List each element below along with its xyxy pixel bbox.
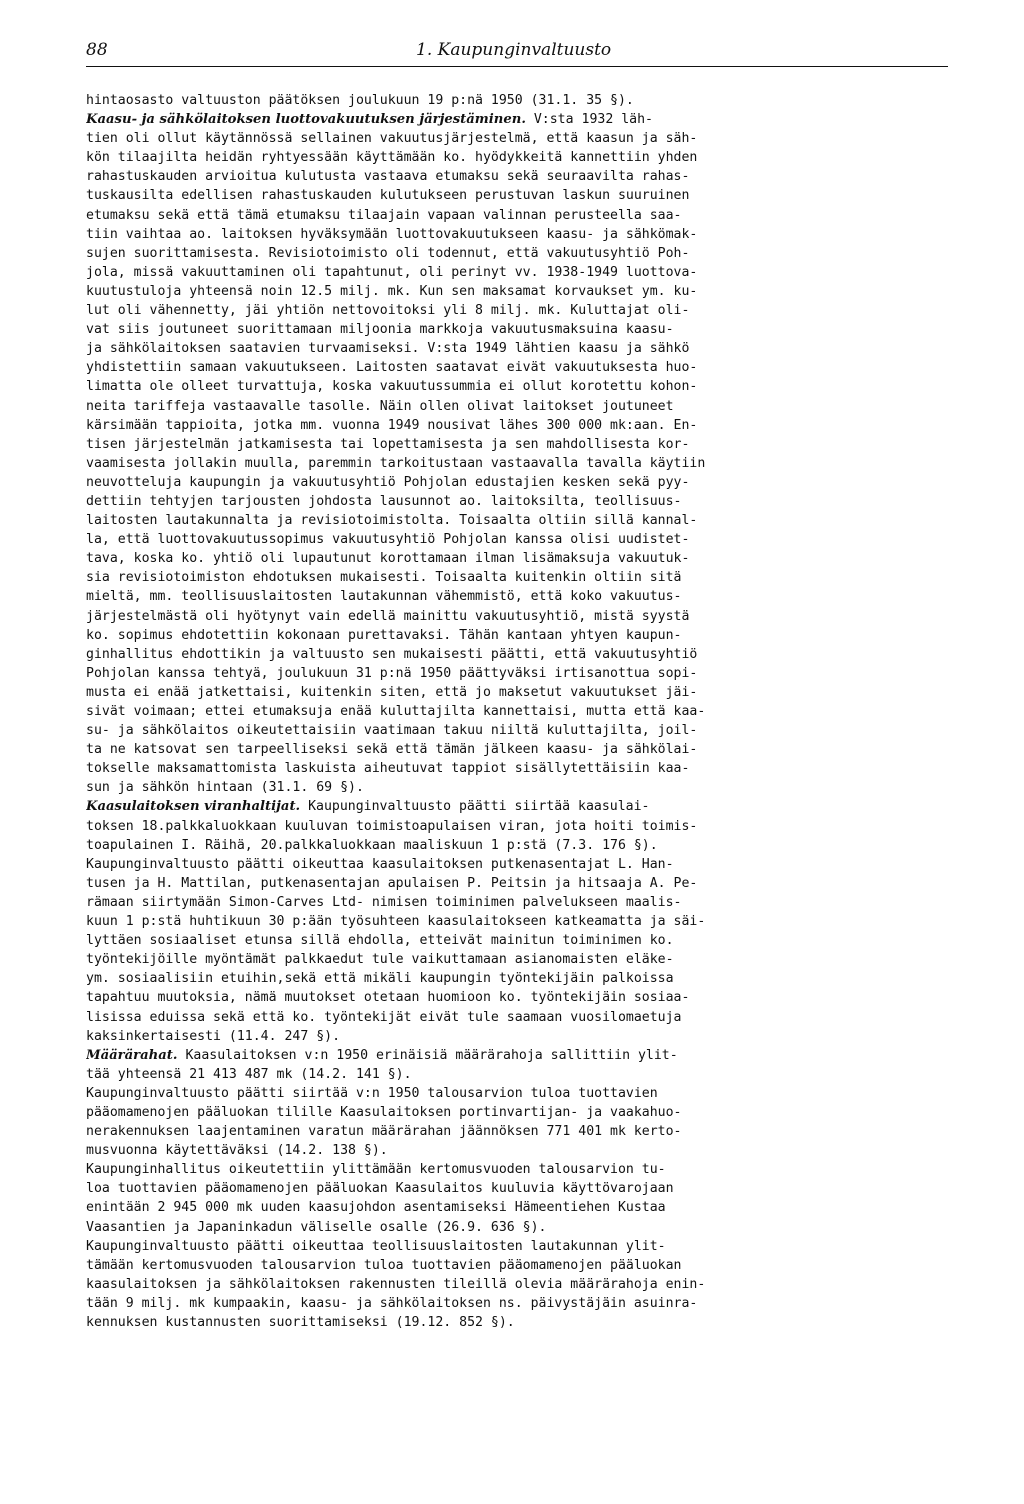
text-line (86, 492, 948, 511)
line-text: kärsimään tappioita, jotka mm. vuonna 1949 nousivat lähes 300 000 mk:aan. En- (86, 417, 698, 433)
line-text: sia revisiotoimiston ehdotuksen mukaisesti. Toisaalta kuitenkin oltiin sitä (86, 570, 682, 586)
line-text: tava, koska ko. yhtiö oli lupautunut korottamaan ilman lisämaksuja vakuutuk- (86, 551, 690, 567)
line-text: la, että luottovakuutussopimus vakuutusyhtiö Pohjolan kanssa olisi uudistet- (86, 532, 690, 548)
text-line (86, 358, 948, 377)
text-line (86, 1103, 948, 1122)
section-heading: Kaasu- ja sähkölaitoksen luottovakuutuksen järjestäminen. (86, 112, 526, 128)
line-text: sujen suorittamisesta. Revisiotoimisto oli todennut, että vakuutusyhtiö Poh- (86, 245, 690, 261)
text-line (86, 702, 948, 721)
line-text: vaamisesta jollakin muulla, paremmin tarkoitustaan vastaavalla tavalla käytiin (86, 455, 706, 471)
line-text: Kaupunginvaltuusto päätti siirtää kaasulai- (300, 799, 650, 815)
text-line (86, 931, 948, 950)
text-line (86, 759, 948, 778)
text-line (86, 511, 948, 530)
line-text: ko. sopimus ehdotettiin kokonaan purettavaksi. Tähän kantaan yhtyen kaupun- (86, 627, 682, 643)
text-line (86, 282, 948, 301)
line-text: Kaupunginhallitus oikeutettiin ylittämään kertomusvuoden talousarvion tu- (86, 1162, 666, 1178)
line-text: Kaupunginvaltuusto päätti siirtää v:n 1950 talousarvion tuloa tuottavien (86, 1085, 658, 1101)
text-line (86, 817, 948, 836)
line-text: mieltä, mm. teollisuuslaitosten lautakunnan vähemmistö, että koko vakuutus- (86, 589, 682, 605)
text-line (86, 988, 948, 1007)
line-text: tuskausilta edellisen rahastuskauden kulutukseen perustuvan laskun suuruinen (86, 188, 690, 204)
line-text: kön tilaajilta heidän ryhtyessään käyttämään ko. hyödykkeitä kannettiin yhden (86, 150, 698, 166)
line-text: ym. sosiaalisiin etuihin,sekä että mikäli kaupungin työntekijäin palkoissa (86, 971, 674, 987)
text-line (86, 626, 948, 645)
line-text: lut oli vähennetty, jäi yhtiön nettovoitoksi yli 8 milj. mk. Kuluttajat oli- (86, 303, 690, 319)
line-text: vat siis joutuneet suorittamaan miljoonia markkoja vakuutusmaksuina kaasu- (86, 322, 674, 338)
line-text: jola, missä vakuuttaminen oli tapahtunut, oli perinyt vv. 1938-1949 luottova- (86, 264, 698, 280)
line-text: tää yhteensä 21 413 487 mk (14.2. 141 §). (86, 1066, 412, 1082)
running-title: 1. Kaupunginvaltuusto (416, 40, 612, 60)
line-text: Kaupunginvaltuusto päätti oikeuttaa kaasulaitoksen putkenasentajat L. Han- (86, 856, 674, 872)
line-text: kennuksen kustannusten suorittamiseksi (19.12. 852 §). (86, 1315, 515, 1330)
section-heading: Määrärahat. (86, 1047, 178, 1063)
text-line (86, 587, 948, 606)
line-text: tokselle maksamattomista laskuista aiheutuvat tappiot sisällytettäisiin kaa- (86, 761, 690, 777)
line-text: su- ja sähkölaitos oikeutettaisiin vaatimaan takuu niiltä kuluttajilta, joil- (86, 723, 698, 739)
line-text: sivät voimaan; ettei etumaksuja enää kuluttajilta kannettaisi, mutta että kaa- (86, 704, 706, 719)
text-line (86, 778, 948, 797)
text-line (86, 301, 948, 320)
line-text: ta ne katsovat sen tarpeelliseksi sekä että tämän jälkeen kaasu- ja sähkölai- (86, 742, 698, 758)
line-text: V:sta 1932 läh- (525, 112, 653, 128)
line-text: järjestelmästä oli hyötynyt vain edellä mainittu vakuutusyhtiö, mistä syystä (86, 608, 690, 624)
text-line (86, 129, 948, 148)
text-line (86, 836, 948, 855)
text-line (86, 263, 948, 282)
text-line (86, 1141, 948, 1160)
text-line (86, 1027, 948, 1046)
page-header (86, 38, 948, 67)
text-line (86, 1179, 948, 1198)
line-text: kaksinkertaisesti (11.4. 247 §). (86, 1028, 341, 1044)
text-line (86, 320, 948, 339)
line-text: rämaan siirtymään Simon-Carves Ltd- nimisen toiminimen palvelukseen maalis- (86, 894, 682, 910)
page-number: 88 (86, 40, 108, 60)
text-line (86, 797, 948, 816)
line-text: laitosten lautakunnalta ja revisiotoimistolta. Toisaalta oltiin sillä kannal- (86, 513, 698, 529)
text-line (86, 874, 948, 893)
line-text: toapulainen I. Räihä, 20.palkkaluokkaan maaliskuun 1 p:stä (7.3. 176 §). (86, 837, 658, 853)
text-line (86, 912, 948, 931)
text-line (86, 950, 948, 969)
text-line (86, 473, 948, 492)
line-text: hintaosasto valtuuston päätöksen joulukuun 19 p:nä 1950 (31.1. 35 §). (86, 93, 634, 108)
text-line (86, 1046, 948, 1065)
line-text: lyttäen sosiaaliset etunsa sillä ehdolla, etteivät mainitun toiminimen ko. (86, 933, 674, 949)
line-text: työntekijöille myöntämät palkkaedut tule vaikuttamaan asianomaisten eläke- (86, 952, 674, 968)
line-text: enintään 2 945 000 mk uuden kaasujohdon asentamiseksi Hämeentiehen Kustaa (86, 1200, 666, 1216)
line-text: yhdistettiin samaan vakuutukseen. Laitosten saatavat eivät vakuutuksesta huo- (86, 360, 698, 376)
text-line (86, 1065, 948, 1084)
text-line (86, 740, 948, 759)
line-text: musvuonna käytettäväksi (14.2. 138 §). (86, 1143, 388, 1159)
text-line (86, 244, 948, 263)
text-line (86, 206, 948, 225)
text-line (86, 435, 948, 454)
line-text: kaasulaitoksen ja sähkölaitoksen rakennusten tileillä olevia määrärahoja enin- (86, 1276, 706, 1292)
line-text: dettiin tehtyjen tarjousten johdosta lausunnot ao. laitoksilta, teollisuus- (86, 493, 682, 509)
text-line (86, 416, 948, 435)
text-line (86, 225, 948, 244)
line-text: lisissa eduissa sekä että ko. työntekijät eivät tule saamaan vuosilomaetuja (86, 1009, 682, 1025)
text-line (86, 568, 948, 587)
text-line (86, 339, 948, 358)
text-line (86, 186, 948, 205)
text-line (86, 721, 948, 740)
line-text: tien oli ollut käytännössä sellainen vakuutusjärjestelmä, että kaasun ja säh- (86, 131, 698, 147)
text-line (86, 167, 948, 186)
line-text: tiin vaihtaa ao. laitoksen hyväksymään luottovakuutukseen kaasu- ja sähkömak- (86, 226, 698, 242)
text-line (86, 607, 948, 626)
line-text: etumaksu sekä että tämä etumaksu tilaajain vapaan valinnan perusteella saa- (86, 207, 682, 223)
line-text: sun ja sähkön hintaan (31.1. 69 §). (86, 780, 364, 796)
line-text: ginhallitus ehdottikin ja valtuusto sen mukaisesti päätti, että vakuutusyhtiö (86, 646, 698, 662)
line-text: tämään kertomusvuoden talousarvion tuloa tuottavien pääomamenojen pääluokan (86, 1257, 682, 1273)
text-line (86, 148, 948, 167)
text-line (86, 377, 948, 396)
text-line (86, 893, 948, 912)
text-line (86, 683, 948, 702)
line-text: Vaasantien ja Japaninkadun väliselle osalle (26.9. 636 §). (86, 1219, 547, 1235)
text-line (86, 855, 948, 874)
text-line (86, 664, 948, 683)
line-text: nerakennuksen laajentaminen varatun määrärahan jäännöksen 771 401 mk kerto- (86, 1124, 682, 1140)
text-line (86, 110, 948, 129)
line-text: tisen järjestelmän jatkamisesta tai lopettamisesta ja sen mahdollisesta kor- (86, 436, 690, 452)
line-text: Pohjolan kanssa tehtyä, joulukuun 31 p:nä 1950 päättyväksi irtisanottua sopi- (86, 665, 698, 681)
text-line (86, 530, 948, 549)
text-line (86, 1198, 948, 1217)
line-text: neuvotteluja kaupungin ja vakuutusyhtiö Pohjolan edustajien kesken sekä pyy- (86, 474, 690, 490)
line-text: pääomamenojen pääluokan tilille Kaasulaitoksen portinvartijan- ja vaakahuo- (86, 1104, 682, 1120)
line-text: tusen ja H. Mattilan, putkenasentajan apulaisen P. Peitsin ja hitsaaja A. Pe- (86, 875, 698, 891)
text-line (86, 969, 948, 988)
section-heading: Kaasulaitoksen viranhaltijat. (86, 799, 301, 815)
line-text: neita tariffeja vastaavalle tasolle. Näin ollen olivat laitokset joutuneet (86, 398, 674, 414)
text-line (86, 1237, 948, 1256)
line-text: tään 9 milj. mk kumpaakin, kaasu- ja sähkölaitoksen ns. päivystäjäin asuinra- (86, 1295, 698, 1311)
line-text: kuun 1 p:stä huhtikuun 30 p:ään työsuhteen kaasulaitokseen katkeamatta ja säi- (86, 914, 706, 930)
line-text: Kaasulaitoksen v:n 1950 erinäisiä määrärahoja sallittiin ylit- (177, 1047, 678, 1063)
text-line (86, 1008, 948, 1027)
body-text (86, 91, 948, 1332)
text-line (86, 397, 948, 416)
line-text: limatta ole olleet turvattuja, koska vakuutussummia ei ollut korotettu kohon- (86, 379, 698, 395)
line-text: Kaupunginvaltuusto päätti oikeuttaa teollisuuslaitosten lautakunnan ylit- (86, 1238, 666, 1254)
text-line (86, 1122, 948, 1141)
text-line (86, 1313, 948, 1332)
text-line (86, 454, 948, 473)
text-line (86, 1160, 948, 1179)
text-line (86, 1256, 948, 1275)
text-line (86, 1275, 948, 1294)
text-line (86, 549, 948, 568)
line-text: toksen 18.palkkaluokkaan kuuluvan toimistoapulaisen viran, jota hoiti toimis- (86, 818, 698, 834)
line-text: rahastuskauden arvioitua kulutusta vastaava etumaksu sekä seuraavilta rahas- (86, 169, 690, 185)
line-text: kuutustuloja yhteensä noin 12.5 milj. mk. Kun sen maksamat korvaukset ym. ku- (86, 283, 698, 299)
text-line (86, 645, 948, 664)
text-line (86, 1084, 948, 1103)
line-text: ja sähkölaitoksen saatavien turvaamiseksi. V:sta 1949 lähtien kaasu ja sähkö (86, 341, 690, 357)
line-text: tapahtuu muutoksia, nämä muutokset otetaan huomioon ko. työntekijäin sosiaa- (86, 990, 690, 1006)
text-line (86, 1294, 948, 1313)
line-text: loa tuottavien pääomamenojen pääluokan Kaasulaitos kuuluvia käyttövarojaan (86, 1181, 674, 1197)
text-line (86, 91, 948, 110)
line-text: musta ei enää jatkettaisi, kuitenkin siten, että jo maksetut vakuutukset jäi- (86, 684, 698, 700)
text-line (86, 1218, 948, 1237)
